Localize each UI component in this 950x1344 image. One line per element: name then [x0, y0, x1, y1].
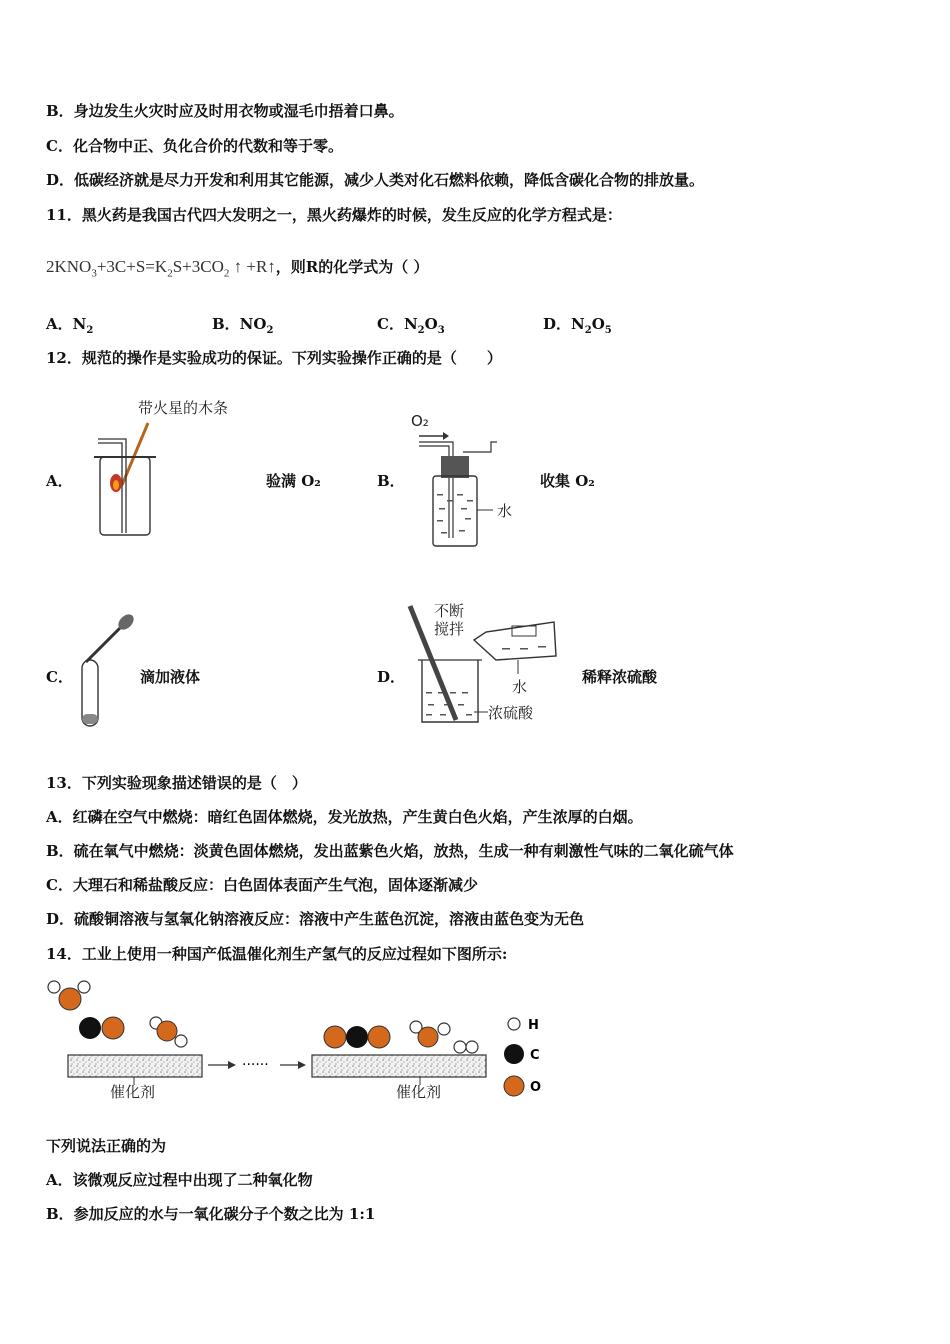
q11-stem: 11．黑火药是我国古代四大发明之一，黑火药爆炸的时候，发生反应的化学方程式是：: [46, 206, 622, 224]
q14-prompt: 下列说法正确的为: [46, 1137, 167, 1155]
o-atom: [324, 1026, 346, 1048]
o-atom: [102, 1017, 124, 1039]
q12-figure-c-dropper: [76, 612, 138, 734]
q12-stem: 12．规范的操作是实验成功的保证。下列实验操作正确的是（ ）: [46, 349, 502, 367]
q12-figure-d-dilution: [404, 600, 564, 730]
q11-option-a: A．$N_2$: [46, 315, 94, 336]
q14-option-a: A．该微观反应过程中出现了二种氧化物: [46, 1171, 313, 1189]
h-atom: [48, 981, 60, 993]
o-atom: [418, 1027, 438, 1047]
legend-o-icon: [504, 1076, 524, 1096]
fig-d-water: 水: [512, 678, 528, 696]
q10-option-c: C．化合物中正、负化合价的代数和等于零。: [46, 137, 343, 155]
q12-option-c-letter: C．: [46, 668, 73, 686]
legend-h-icon: [508, 1018, 520, 1030]
q14-reaction-diagram: [46, 975, 566, 1105]
q13-option-c: C．大理石和稀盐酸反应：白色固体表面产生气泡，固体逐渐减少: [46, 876, 478, 894]
legend-c-icon: [504, 1044, 524, 1064]
catalyst-surface-right: [312, 1055, 486, 1077]
q14-option-b: B．参加反应的水与一氧化碳分子个数之比为 1:1: [46, 1205, 376, 1223]
fig-d-stir-2: 搅拌: [434, 620, 465, 638]
q12-option-b-caption: 收集 O₂: [540, 472, 595, 490]
legend-o-label: O: [530, 1080, 542, 1095]
legend-h-label: H: [528, 1018, 539, 1033]
fig-a-label: 带火星的木条: [138, 399, 229, 417]
q13-option-a: A．红磷在空气中燃烧：暗红色固体燃烧，发光放热，产生黄白色火焰，产生浓厚的白烟。: [46, 808, 643, 826]
q12-figure-a-oxygen-check: [90, 395, 260, 540]
q12-figure-b-gas-bottle: [405, 410, 535, 550]
q10-option-d: D．低碳经济就是尽力开发和利用其它能源，减少人类对化石燃料依赖，降低含碳化合物的排放量。: [46, 171, 705, 189]
h-atom: [438, 1023, 450, 1035]
q11-option-b: B．$NO_2$: [212, 315, 274, 336]
fig-b-water: 水: [497, 502, 513, 520]
o-atom: [157, 1021, 177, 1041]
fig-b-gas: O₂: [411, 412, 429, 430]
o-atom: [59, 988, 81, 1010]
q12-option-c-caption: 滴加液体: [140, 668, 201, 686]
h-atom: [454, 1041, 466, 1053]
process-dots: ······: [242, 1057, 269, 1073]
q12-option-d-letter: D．: [377, 668, 406, 686]
catalyst-label-left: 催化剂: [110, 1083, 156, 1101]
q12-option-d-caption: 稀释浓硫酸: [582, 668, 658, 686]
q10-option-b: B．身边发生火灾时应及时用衣物或湿毛巾捂着口鼻。: [46, 102, 404, 120]
q11-option-c: C．$N_2O_3$: [377, 315, 445, 336]
q11-option-d: D．$N_2O_5$: [543, 315, 612, 336]
legend-c-label: C: [530, 1048, 540, 1063]
c-atom: [346, 1026, 368, 1048]
q13-option-b: B．硫在氧气中燃烧：淡黄色固体燃烧，发出蓝紫色火焰，放热，生成一种有刺激性气味的二氧化硫气体: [46, 842, 734, 860]
h-atom: [175, 1035, 187, 1047]
o-atom: [368, 1026, 390, 1048]
q12-option-a-caption: 验满 O₂: [266, 472, 321, 490]
h-atom: [78, 981, 90, 993]
q12-option-b-letter: B．: [377, 472, 405, 490]
catalyst-surface-left: [68, 1055, 202, 1077]
q13-option-d: D．硫酸铜溶液与氢氧化钠溶液反应：溶液中产生蓝色沉淀，溶液由蓝色变为无色: [46, 910, 585, 928]
q11-question-tail: ，则R的化学式为（ ）: [275, 258, 429, 276]
catalyst-label-right: 催化剂: [396, 1083, 442, 1101]
q13-stem: 13．下列实验现象描述错误的是（ ）: [46, 774, 307, 792]
c-atom: [79, 1017, 101, 1039]
q12-option-a-letter: A．: [46, 472, 73, 490]
q11-equation: $2KNO_3+3C+S=K_2S+3CO_2$ ↑ +R↑，则R的化学式为（ ）: [46, 257, 429, 280]
fig-d-stir-1: 不断: [434, 602, 465, 620]
h-atom: [466, 1041, 478, 1053]
fig-d-acid: 浓硫酸: [488, 704, 534, 722]
q14-stem: 14．工业上使用一种国产低温催化剂生产氢气的反应过程如下图所示:: [46, 945, 508, 963]
